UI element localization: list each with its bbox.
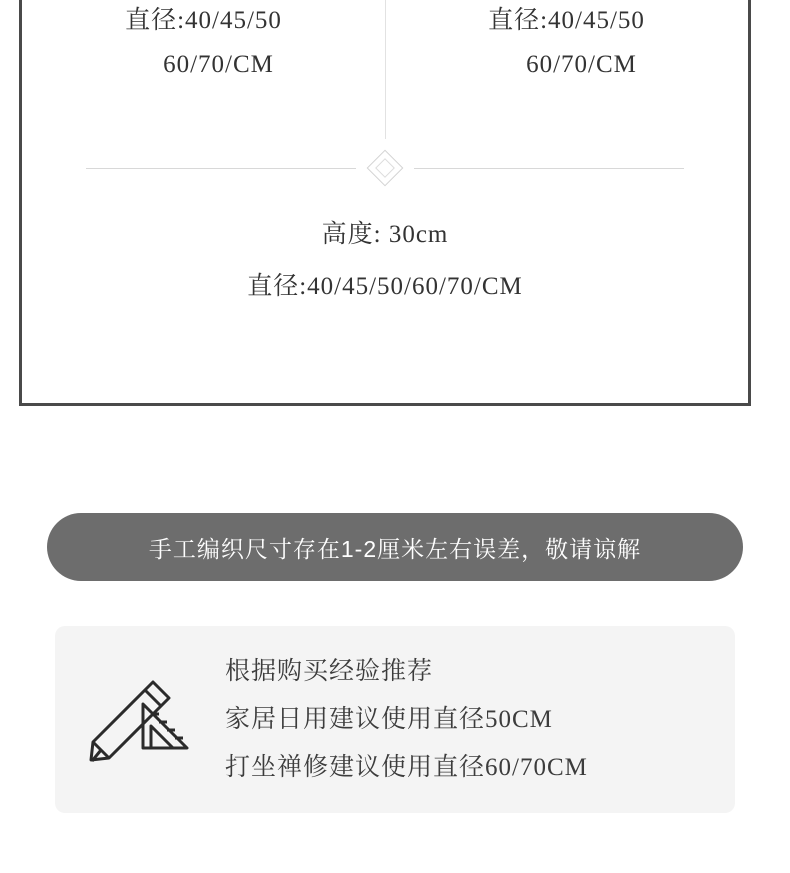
recommendation-line-1: 根据购买经验推荐 — [225, 657, 434, 685]
spec-right-line1: 直径:40/45/50 — [488, 7, 645, 34]
notice-banner — [47, 513, 743, 581]
spec-column-left — [22, 0, 385, 99]
recommendation-line-3: 打坐禅修建议使用直径60/70CM — [225, 753, 588, 781]
recommendation-text — [225, 648, 735, 792]
spec-left-line2: 60/70/CM — [163, 51, 274, 78]
spec-diameter-line: 直径:40/45/50/60/70/CM — [247, 273, 523, 300]
diamond-ornament-icon — [367, 150, 404, 187]
spec-columns — [22, 0, 748, 99]
recommendation-card — [55, 626, 735, 813]
divider-line-right — [414, 168, 684, 169]
spec-height-line: 高度: 30cm — [321, 221, 449, 248]
spec-right-line2: 60/70/CM — [526, 51, 637, 78]
spec-panel — [19, 0, 751, 406]
spec-left-line1: 直径:40/45/50 — [125, 7, 282, 34]
spec-bottom-block — [22, 209, 748, 313]
notice-text: 手工编织尺寸存在1-2厘米左右误差，敬请谅解 — [148, 535, 642, 562]
spec-column-right — [385, 0, 748, 99]
ruler-pencil-icon — [55, 664, 225, 776]
divider-line-left — [86, 168, 356, 169]
ornamental-divider — [22, 151, 748, 185]
recommendation-line-2: 家居日用建议使用直径50CM — [225, 705, 553, 733]
